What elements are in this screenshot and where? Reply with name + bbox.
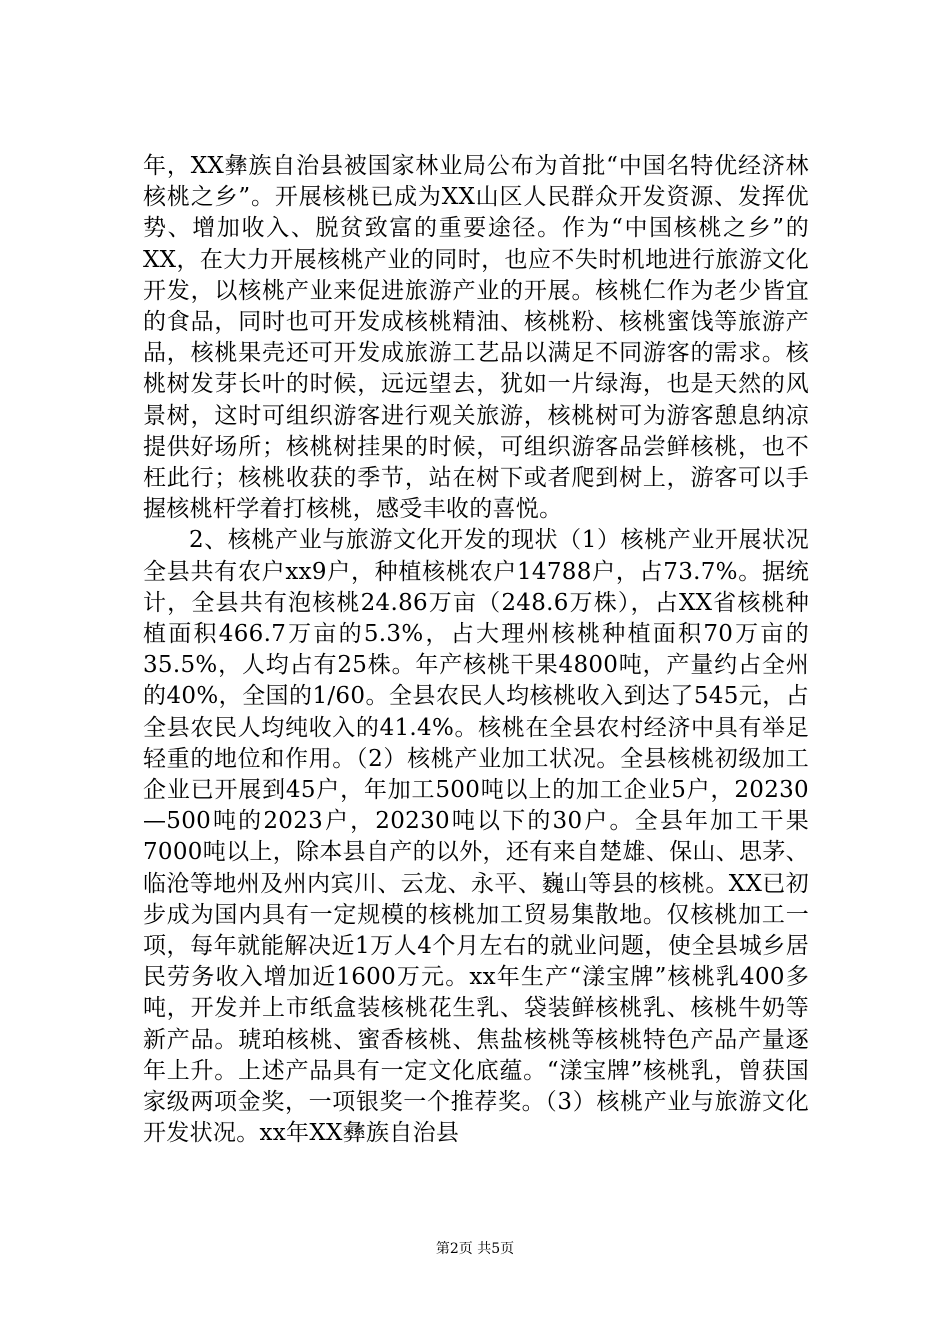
paragraph-2: 2、核桃产业与旅游文化开发的现状（1）核桃产业开展状况全县共有农户xx9户，种植核桃农户14788户，占73.7%。据统计，全县共有泡核桃24.86万亩（248.6万株），占XX省核桃种植面积466.7万亩的5.3%，占大理州核桃种植面积70万亩的35.5%，人均占有25株。年产核桃干果4800吨，产量约占全州的40%，全国的1/60。全县农民人均核桃收入到达了545元，占全县农民人均纯收入的41.4%。核桃在全县农村经济中具有举足轻重的地位和作用。（2）核桃产业加工状况。全县核桃初级加工企业已开展到45户，年加工500吨以上的加工企业5户，20230—500吨的2023户，20230吨以下的30户。全县年加工干果7000吨以上，除本县自产的以外，还有来自楚雄、保山、思茅、临沧等地州及州内宾川、云龙、永平、巍山等县的核桃。XX已初步成为国内具有一定规模的核桃加工贸易集散地。仅核桃加工一项，每年就能解决近1万人4个月左右的就业问题，使全县城乡居民劳务收入增加近1600万元。xx年生产“漾宝牌”核桃乳400多吨，开发并上市纸盒装核桃花生乳、袋装鲜核桃乳、核桃牛奶等新产品。琥珀核桃、蜜香核桃、焦盐核桃等核桃特色产品产量逐年上升。上述产品具有一定文化底蕴。“漾宝牌”核桃乳，曾获国家级两项金奖，一项银奖一个推荐奖。（3）核桃产业与旅游文化开发状况。xx年XX彝族自治县 — [143, 527, 809, 1147]
document-body — [143, 151, 809, 1150]
page-number-footer: 第2页 共5页 — [435, 1241, 515, 1257]
paragraph-1: 年，XX彝族自治县被国家林业局公布为首批“中国名特优经济林核桃之乡”。开展核桃已成为XX山区人民群众开发资源、发挥优势、增加收入、脱贫致富的重要途径。作为“中国核桃之乡”的XX，在大力开展核桃产业的同时，也应不失时机地进行旅游文化开发，以核桃产业来促进旅游产业的开展。核桃仁作为老少皆宜的食品，同时也可开发成核桃精油、核桃粉、核桃蜜饯等旅游产品，核桃果壳还可开发成旅游工艺品以满足不同游客的需求。核桃树发芽长叶的时候，远远望去，犹如一片绿海，也是天然的风景树，这时可组织游客进行观关旅游，核桃树可为游客憩息纳凉提供好场所；核桃树挂果的时候，可组织游客品尝鲜核桃，也不枉此行；核桃收获的季节，站在树下或者爬到树上，游客可以手握核桃杆学着打核桃，感受丰收的喜悦。 — [143, 153, 809, 523]
